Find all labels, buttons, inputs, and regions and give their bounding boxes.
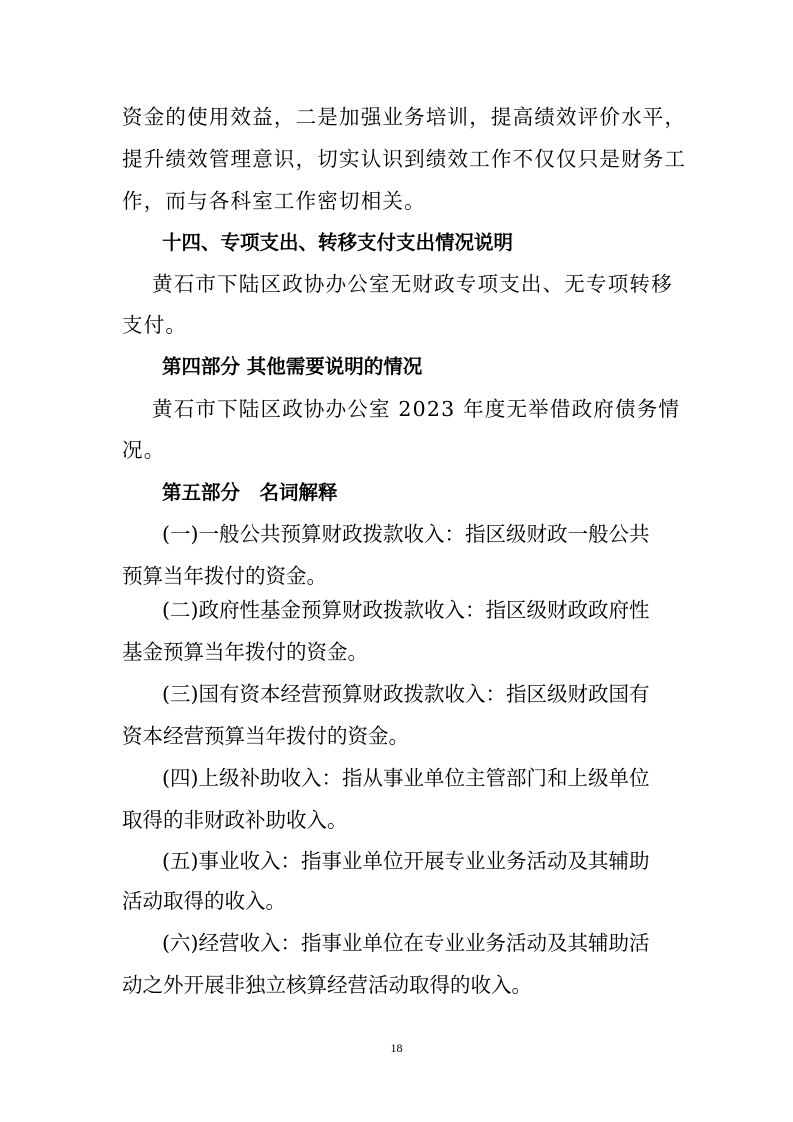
part-heading: 第五部分 名词解释 [162, 481, 338, 504]
term-definition-line: (三)国有资本经营预算财政拨款收入：指区级财政国有 [162, 682, 650, 706]
term-definition-line: (五)事业收入：指事业单位开展专业业务活动及其辅助 [162, 849, 650, 873]
term-definition-line: 取得的非财政补助收入。 [122, 808, 348, 832]
term-definition-line: (四)上级补助收入：指从事业单位主管部门和上级单位 [162, 766, 650, 790]
page-number: 18 [390, 1041, 403, 1055]
paragraph-line: 资金的使用效益，二是加强业务培训，提高绩效评价水平， [122, 105, 687, 129]
term-definition-line: (二)政府性基金预算财政拨款收入：指区级财政政府性 [162, 598, 650, 622]
paragraph-line: 作，而与各科室工作密切相关。 [122, 189, 426, 213]
paragraph-line: 黄石市下陆区政协办公室无财政专项支出、无专项转移 [152, 272, 673, 296]
term-definition-line: 资本经营预算当年拨付的资金。 [122, 724, 409, 748]
paragraph-line: 况。 [122, 438, 166, 462]
term-definition-line: 预算当年拨付的资金。 [122, 564, 327, 588]
term-definition-line: (六)经营收入：指事业单位在专业业务活动及其辅助活 [162, 931, 650, 955]
paragraph-line: 黄石市下陆区政协办公室 2023 年度无举借政府债务情 [152, 397, 681, 421]
paragraph-line: 提升绩效管理意识，切实认识到绩效工作不仅仅只是财务工 [122, 147, 687, 171]
term-definition-line: (一)一般公共预算财政拨款收入：指区级财政一般公共 [162, 522, 650, 546]
paragraph-line: 支付。 [122, 313, 188, 337]
section-heading: 十四、专项支出、转移支付支出情况说明 [162, 231, 514, 254]
term-definition-line: 活动取得的收入。 [122, 889, 286, 913]
part-heading: 第四部分 其他需要说明的情况 [162, 355, 423, 378]
term-definition-line: 动之外开展非独立核算经营活动取得的收入。 [122, 973, 532, 997]
term-definition-line: 基金预算当年拨付的资金。 [122, 640, 368, 664]
